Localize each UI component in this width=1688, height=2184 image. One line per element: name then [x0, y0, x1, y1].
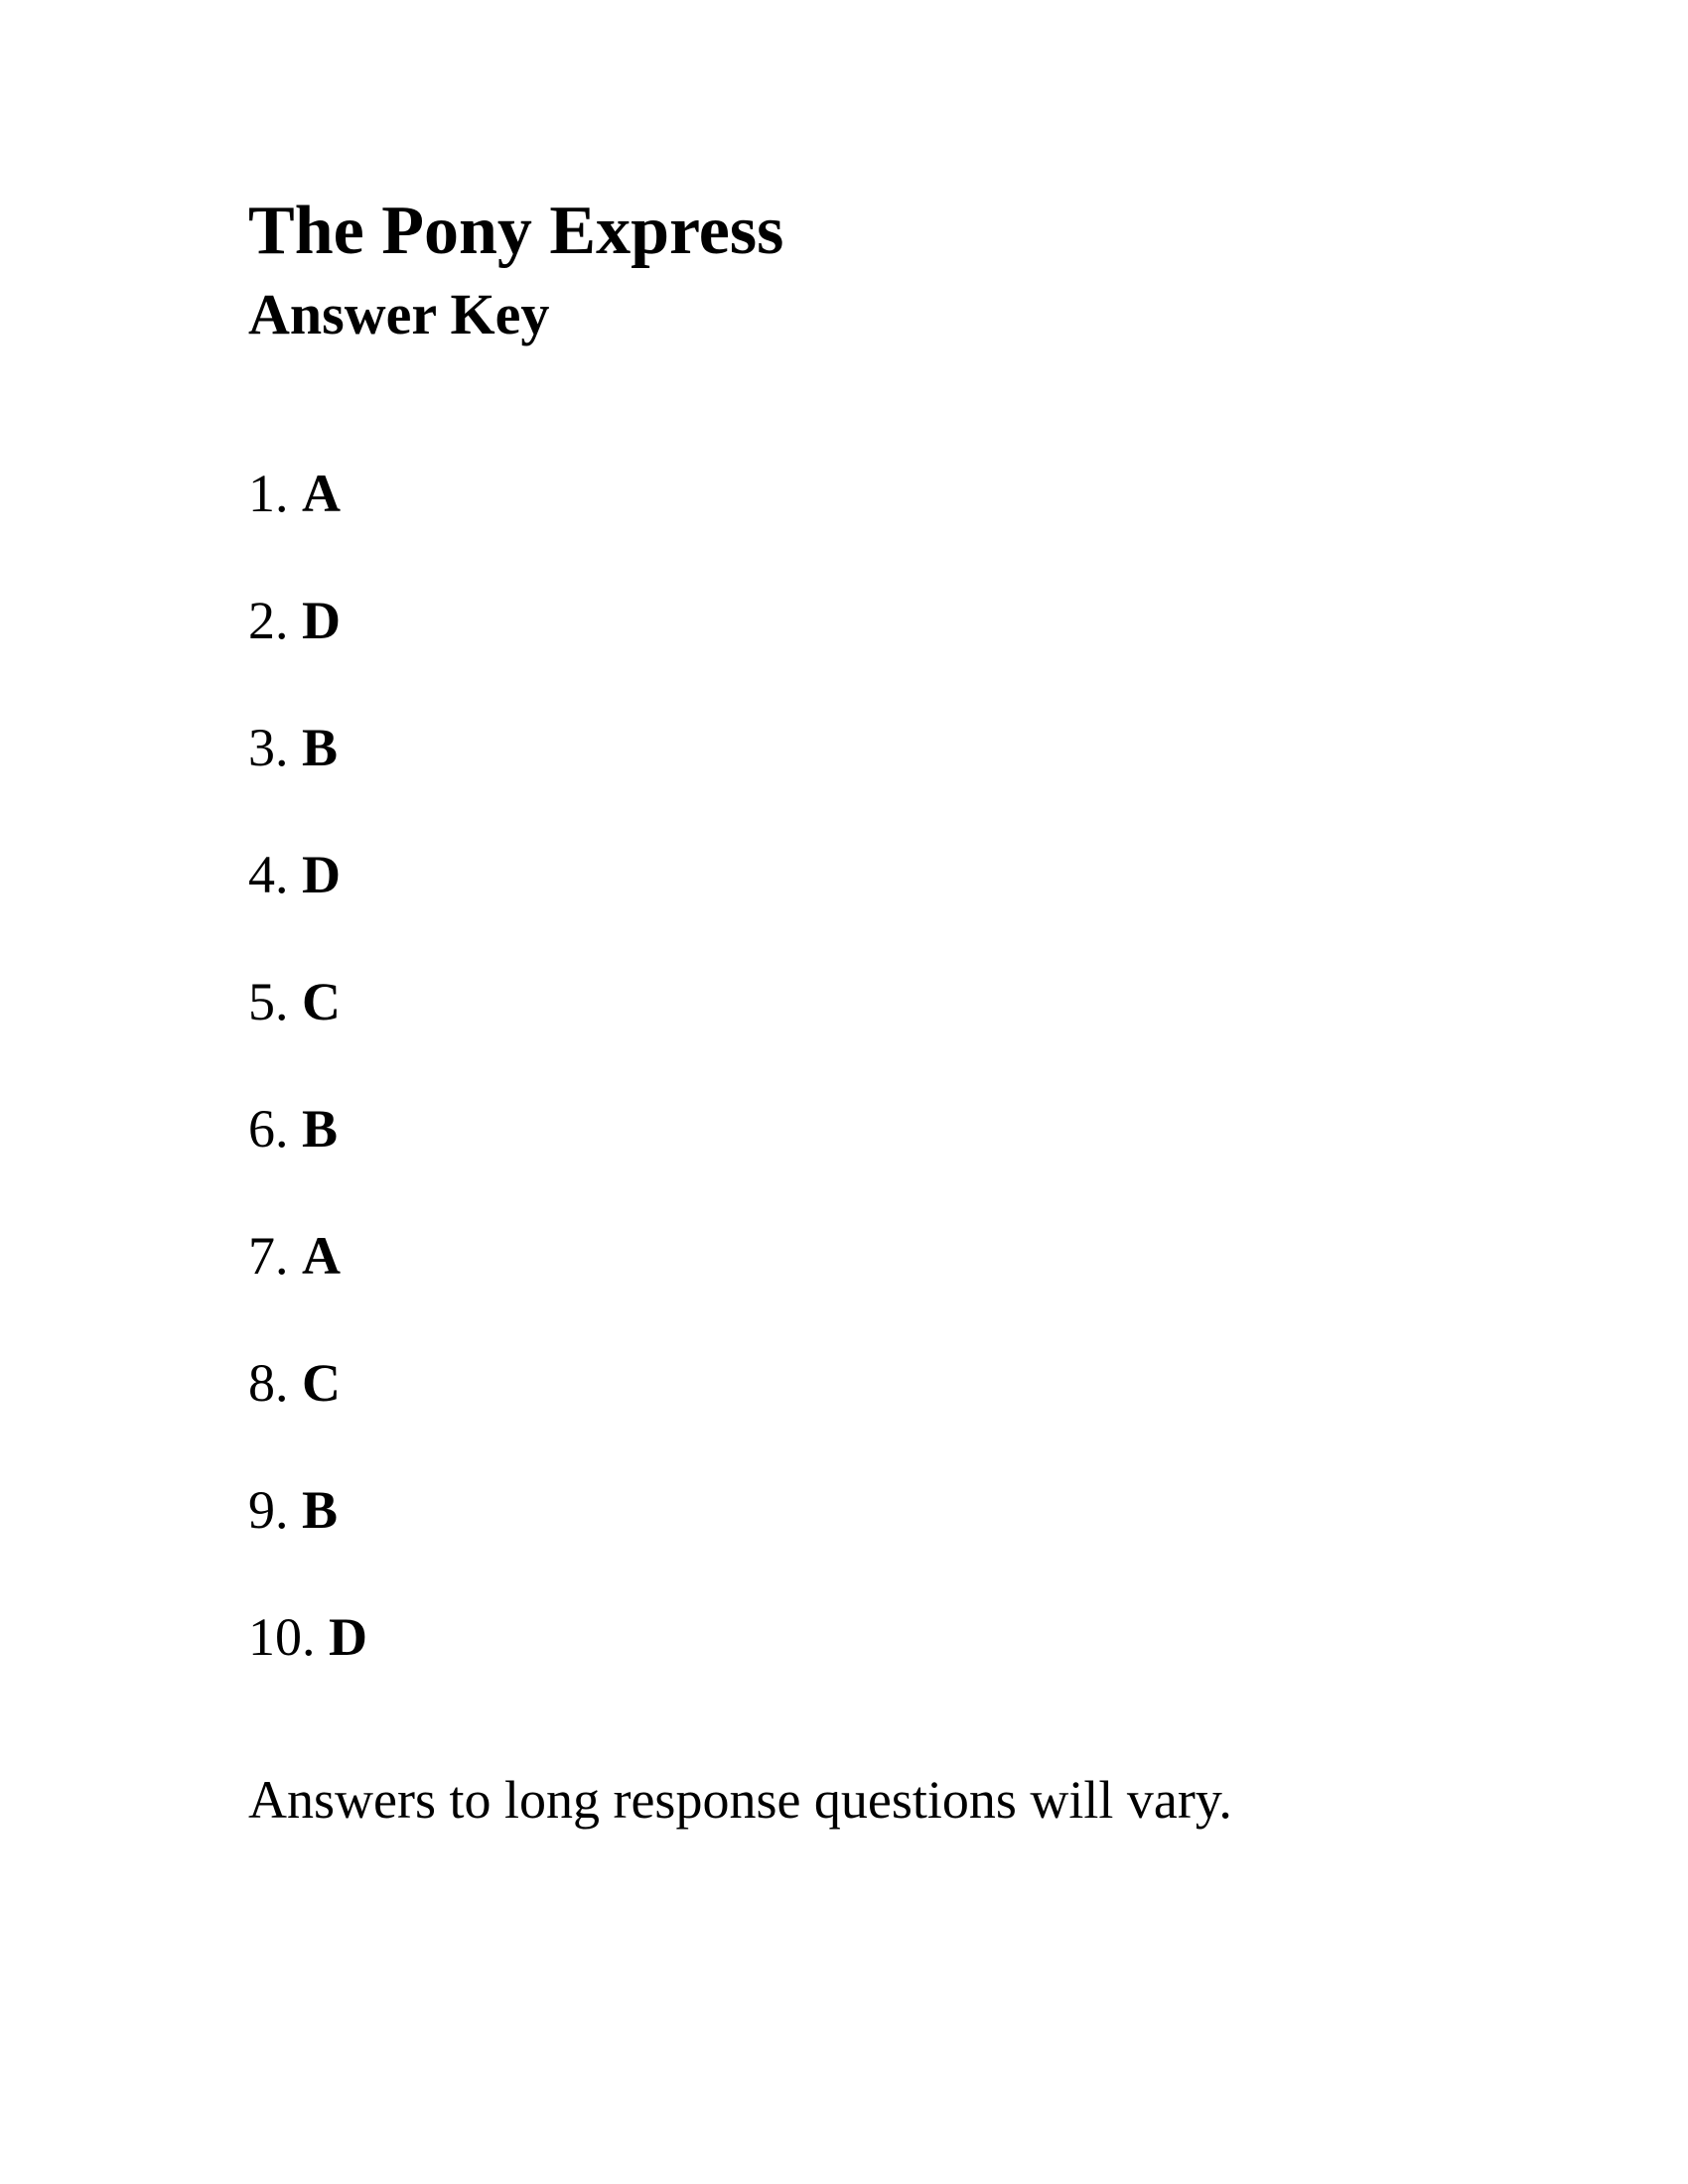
- answer-item: [248, 845, 367, 975]
- answer-number: 7.: [248, 1226, 289, 1286]
- answer-letter: D: [302, 845, 341, 904]
- answer-item: [248, 1226, 367, 1356]
- answer-list: [248, 464, 367, 1737]
- answer-number: 4.: [248, 845, 289, 904]
- answer-number: 6.: [248, 1099, 289, 1159]
- page-subtitle: Answer Key: [248, 282, 550, 346]
- answer-letter: A: [302, 1226, 341, 1286]
- answer-item: [248, 718, 367, 848]
- answer-item: [248, 972, 367, 1102]
- answer-item: [248, 1353, 367, 1483]
- answer-number: 5.: [248, 972, 289, 1031]
- answer-item: [248, 591, 367, 721]
- answer-letter: C: [302, 1353, 341, 1413]
- answer-letter: B: [302, 1099, 339, 1159]
- answer-number: 3.: [248, 718, 289, 777]
- answer-number: 1.: [248, 464, 289, 523]
- page-title: The Pony Express: [248, 193, 784, 269]
- answer-item: [248, 464, 367, 594]
- long-response-note: Answers to long response questions will vary.: [248, 1770, 1232, 1830]
- answer-item: [248, 1607, 367, 1737]
- answer-number: 10.: [248, 1607, 316, 1667]
- answer-letter: B: [302, 1480, 339, 1540]
- answer-number: 9.: [248, 1480, 289, 1540]
- answer-letter: C: [302, 972, 341, 1031]
- answer-item: [248, 1480, 367, 1610]
- answer-letter: D: [329, 1607, 367, 1667]
- answer-letter: B: [302, 718, 339, 777]
- answer-letter: D: [302, 591, 341, 650]
- answer-letter: A: [302, 464, 341, 523]
- answer-number: 2.: [248, 591, 289, 650]
- answer-item: [248, 1099, 367, 1229]
- answer-number: 8.: [248, 1353, 289, 1413]
